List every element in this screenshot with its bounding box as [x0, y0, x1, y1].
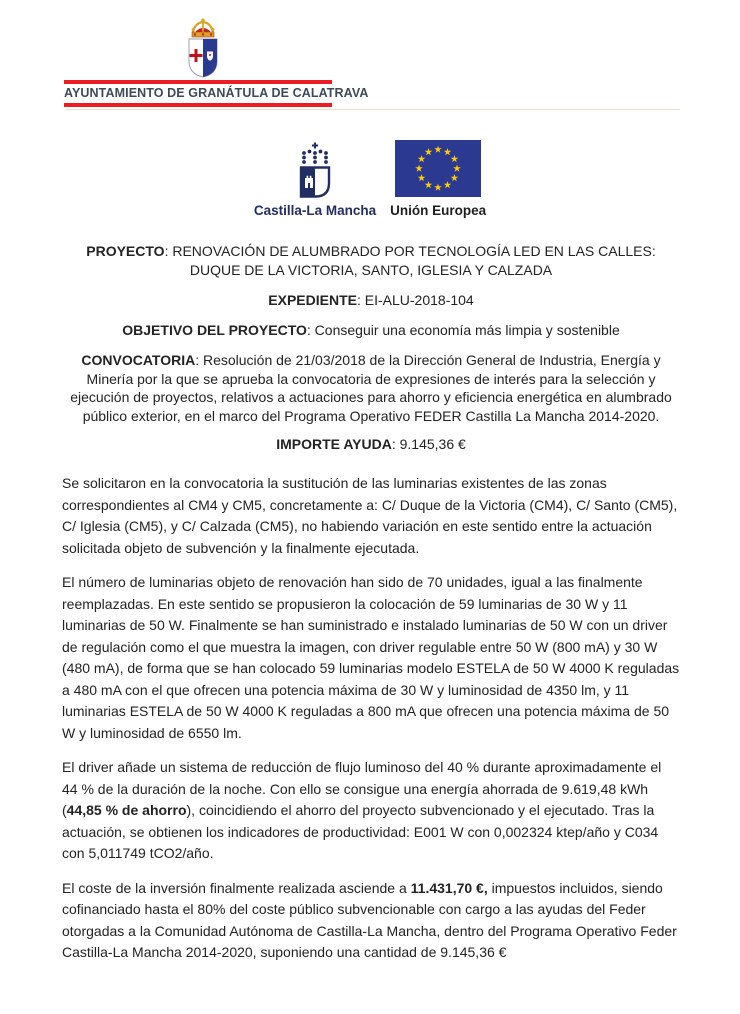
coat-of-arms-icon [180, 16, 226, 82]
clm-logo [254, 142, 376, 218]
paragraph-coste-bold: 11.431,70 €, [410, 879, 488, 896]
logos-row [0, 140, 740, 218]
convocatoria-block [62, 351, 680, 425]
eu-flag-icon [395, 140, 481, 197]
objetivo-block [62, 321, 680, 340]
objetivo-label: OBJETIVO DEL PROYECTO [122, 322, 307, 338]
clm-logo-label: Castilla-La Mancha [253, 203, 377, 218]
clm-emblem-icon [284, 142, 346, 200]
importe-label: IMPORTE AYUDA [276, 436, 392, 452]
proyecto-text: : RENOVACIÓN DE ALUMBRADO POR TECNOLOGÍA LED EN LAS CALLES: DUQUE DE LA VICTORIA, SANTO, IGLESIA Y CALZADA [164, 243, 656, 278]
paragraph-driver-bold: 44,85 % de ahorro [66, 802, 187, 818]
header-rule [66, 109, 680, 110]
paragraph-coste [62, 878, 680, 964]
convocatoria-text: : Resolución de 21/03/2018 de la Dirección General de Industria, Energía y Minería por la que se aprueba la convocatoria de expresiones de interés para la selección y ejecución de proyectos, relativos a actuaciones para ahorro y eficiencia energética en alumbrado público exterior, en el marco del Programa Operativo FEDER Castilla La Mancha 2014-2020. [70, 352, 672, 424]
paragraph-driver-text-2: ), coincidiendo el ahorro del proyecto subvencionado y el ejecutado. Tras la actuación, se obtienen los indicadores de productividad: E001 W con 0,002324 ktep/año y C034 con 5,011749 tCO2/año. [62, 802, 659, 861]
importe-block [62, 435, 680, 454]
paragraph-coste-text-2: impuestos incluidos, siendo cofinanciado hasta el 80% del coste público subvencionable con cargo a las ayudas del Feder otorgadas a la Comunidad Autónoma de Castilla-La Mancha, dentro del Programa Operativo Feder Castilla-La Mancha 2014-2020, suponiendo una cantidad de 9.145,36 € [62, 879, 677, 960]
red-divider-bottom [64, 103, 332, 107]
eu-logo [390, 140, 486, 218]
expediente-text: : EI-ALU-2018-104 [356, 292, 474, 308]
municipality-name: AYUNTAMIENTO DE GRANÁTULA DE CALATRAVA [64, 86, 369, 100]
convocatoria-label: CONVOCATORIA [81, 352, 196, 368]
paragraph-luminarias: El número de luminarias objeto de renovación han sido de 70 unidades, igual a las finalmente reemplazadas. En este sentido se propusieron la colocación de 59 luminarias de 30 W y 11 luminarias de 50 W. Finalmente se han suministrado e instalado luminarias de 50 W con un driver de regulación como el que muestra la imagen, con driver regulable entre 50 W (800 mA) y 30 W (480 mA), de forma que se han colocado 59 luminarias modelo ESTELA de 50 W 4000 K reguladas a 480 mA con el que ofrecen una potencia máxima de 30 W y luminosidad de 4350 lm, y 11 luminarias ESTELA de 50 W 4000 K reguladas a 800 mA que ofrecen una potencia máxima de 50 W y luminosidad de 6550 lm. [62, 574, 680, 741]
document-body [62, 242, 680, 977]
proyecto-label: PROYECTO [86, 243, 165, 259]
objetivo-text: : Conseguir una economía más limpia y sostenible [306, 322, 620, 338]
expediente-block [62, 291, 680, 310]
importe-text: : 9.145,36 € [391, 436, 466, 452]
paragraph-driver [62, 757, 680, 865]
paragraph-driver-text-1: El driver añade un sistema de reducción de flujo luminoso del 40 % durante aproximadamente el 44 % de la duración de la noche. Con ello se consigue una energía ahorrada de 9.619,48 kWh ( [62, 759, 662, 818]
municipality-banner [64, 80, 369, 107]
expediente-label: EXPEDIENTE [268, 292, 357, 308]
eu-logo-label: Unión Europea [390, 203, 487, 218]
proyecto-block [62, 242, 680, 280]
paragraph-solicitud: Se solicitaron en la convocatoria la sustitución de las luminarias existentes de las zonas correspondientes al CM4 y CM5, concretamente a: C/ Duque de la Victoria (CM4), C/ Santo (CM5), C/ Iglesia (CM5), y C/ Calzada (CM5), no habiendo variación en este sentido entre la actuación solicitada objeto de subvención y la finalmente ejecutada. [62, 475, 678, 556]
paragraph-coste-text-1: El coste de la inversión finalmente realizada asciende a [62, 879, 411, 896]
